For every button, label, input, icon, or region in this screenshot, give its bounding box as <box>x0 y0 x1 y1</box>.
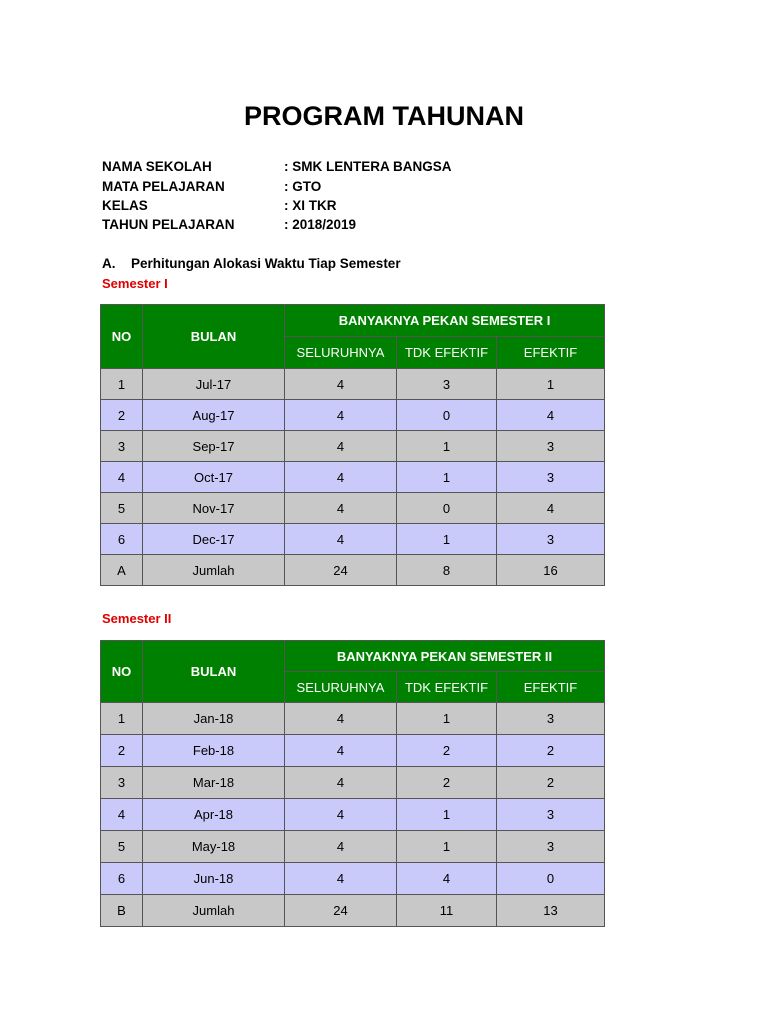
semester-1-table <box>100 304 605 586</box>
header-no: NO <box>101 641 143 703</box>
cell-no: 3 <box>101 431 143 462</box>
table-row <box>101 735 605 767</box>
cell-bulan: Jul-17 <box>143 369 285 400</box>
header-group: BANYAKNYA PEKAN SEMESTER I <box>285 305 605 337</box>
semester-1-label: Semester I <box>102 276 168 291</box>
cell-seluruhnya: 24 <box>285 555 397 586</box>
cell-bulan: Sep-17 <box>143 431 285 462</box>
cell-bulan: Apr-18 <box>143 799 285 831</box>
header-bulan: BULAN <box>143 641 285 703</box>
cell-seluruhnya: 4 <box>285 703 397 735</box>
table-row <box>101 703 605 735</box>
cell-no: B <box>101 895 143 927</box>
table-row <box>101 767 605 799</box>
cell-tdk-efektif: 1 <box>397 462 497 493</box>
cell-no: 5 <box>101 831 143 863</box>
cell-efektif: 13 <box>497 895 605 927</box>
cell-seluruhnya: 4 <box>285 462 397 493</box>
cell-seluruhnya: 4 <box>285 431 397 462</box>
semester-2-label: Semester II <box>102 611 172 626</box>
cell-no: 6 <box>101 524 143 555</box>
total-row <box>101 895 605 927</box>
cell-tdk-efektif: 1 <box>397 431 497 462</box>
cell-bulan: Mar-18 <box>143 767 285 799</box>
cell-no: 4 <box>101 462 143 493</box>
cell-efektif: 4 <box>497 400 605 431</box>
cell-seluruhnya: 4 <box>285 863 397 895</box>
header-seluruhnya: SELURUHNYA <box>285 672 397 703</box>
cell-tdk-efektif: 0 <box>397 400 497 431</box>
semester-2-table <box>100 640 605 927</box>
cell-tdk-efektif: 11 <box>397 895 497 927</box>
cell-no: A <box>101 555 143 586</box>
cell-seluruhnya: 4 <box>285 831 397 863</box>
table-row <box>101 493 605 524</box>
cell-efektif: 3 <box>497 799 605 831</box>
cell-seluruhnya: 24 <box>285 895 397 927</box>
cell-bulan: Jan-18 <box>143 703 285 735</box>
info-value: : XI TKR <box>284 198 337 213</box>
cell-bulan: Nov-17 <box>143 493 285 524</box>
cell-bulan: Aug-17 <box>143 400 285 431</box>
cell-no: 1 <box>101 369 143 400</box>
info-value: : SMK LENTERA BANGSA <box>284 159 452 174</box>
info-label: TAHUN PELAJARAN <box>102 217 235 232</box>
info-label: MATA PELAJARAN <box>102 179 225 194</box>
cell-efektif: 2 <box>497 735 605 767</box>
cell-no: 6 <box>101 863 143 895</box>
table-row <box>101 431 605 462</box>
cell-tdk-efektif: 1 <box>397 524 497 555</box>
header-seluruhnya: SELURUHNYA <box>285 337 397 369</box>
table-row <box>101 524 605 555</box>
section-text: Perhitungan Alokasi Waktu Tiap Semester <box>131 256 401 271</box>
cell-bulan: Dec-17 <box>143 524 285 555</box>
cell-bulan: Jumlah <box>143 895 285 927</box>
header-efektif: EFEKTIF <box>497 337 605 369</box>
cell-efektif: 4 <box>497 493 605 524</box>
cell-tdk-efektif: 2 <box>397 735 497 767</box>
cell-efektif: 3 <box>497 703 605 735</box>
total-row <box>101 555 605 586</box>
cell-tdk-efektif: 1 <box>397 799 497 831</box>
cell-efektif: 0 <box>497 863 605 895</box>
table-row <box>101 462 605 493</box>
cell-tdk-efektif: 1 <box>397 703 497 735</box>
info-value: : 2018/2019 <box>284 217 357 232</box>
cell-bulan: May-18 <box>143 831 285 863</box>
header-no: NO <box>101 305 143 369</box>
cell-seluruhnya: 4 <box>285 767 397 799</box>
cell-seluruhnya: 4 <box>285 735 397 767</box>
cell-no: 4 <box>101 799 143 831</box>
cell-no: 3 <box>101 767 143 799</box>
cell-bulan: Oct-17 <box>143 462 285 493</box>
table-row <box>101 369 605 400</box>
cell-no: 2 <box>101 400 143 431</box>
cell-efektif: 3 <box>497 462 605 493</box>
header-tdk-efektif: TDK EFEKTIF <box>397 337 497 369</box>
cell-efektif: 3 <box>497 831 605 863</box>
cell-efektif: 1 <box>497 369 605 400</box>
cell-seluruhnya: 4 <box>285 369 397 400</box>
header-group: BANYAKNYA PEKAN SEMESTER II <box>285 641 605 672</box>
header-efektif: EFEKTIF <box>497 672 605 703</box>
section-a-heading <box>102 254 401 274</box>
cell-seluruhnya: 4 <box>285 799 397 831</box>
cell-tdk-efektif: 1 <box>397 831 497 863</box>
cell-no: 1 <box>101 703 143 735</box>
table-row <box>101 799 605 831</box>
table-row <box>101 400 605 431</box>
table-row <box>101 863 605 895</box>
cell-efektif: 3 <box>497 524 605 555</box>
table-row <box>101 831 605 863</box>
cell-tdk-efektif: 3 <box>397 369 497 400</box>
cell-seluruhnya: 4 <box>285 493 397 524</box>
cell-efektif: 3 <box>497 431 605 462</box>
cell-tdk-efektif: 2 <box>397 767 497 799</box>
cell-efektif: 2 <box>497 767 605 799</box>
page-title: PROGRAM TAHUNAN <box>244 101 524 131</box>
header-bulan: BULAN <box>143 305 285 369</box>
info-label: NAMA SEKOLAH <box>102 159 212 174</box>
cell-no: 5 <box>101 493 143 524</box>
cell-bulan: Jun-18 <box>143 863 285 895</box>
cell-tdk-efektif: 0 <box>397 493 497 524</box>
info-label: KELAS <box>102 198 148 213</box>
cell-no: 2 <box>101 735 143 767</box>
cell-tdk-efektif: 4 <box>397 863 497 895</box>
section-letter: A. <box>102 256 116 271</box>
cell-seluruhnya: 4 <box>285 400 397 431</box>
info-value: : GTO <box>284 179 322 194</box>
cell-tdk-efektif: 8 <box>397 555 497 586</box>
header-tdk-efektif: TDK EFEKTIF <box>397 672 497 703</box>
cell-bulan: Jumlah <box>143 555 285 586</box>
cell-efektif: 16 <box>497 555 605 586</box>
cell-seluruhnya: 4 <box>285 524 397 555</box>
cell-bulan: Feb-18 <box>143 735 285 767</box>
